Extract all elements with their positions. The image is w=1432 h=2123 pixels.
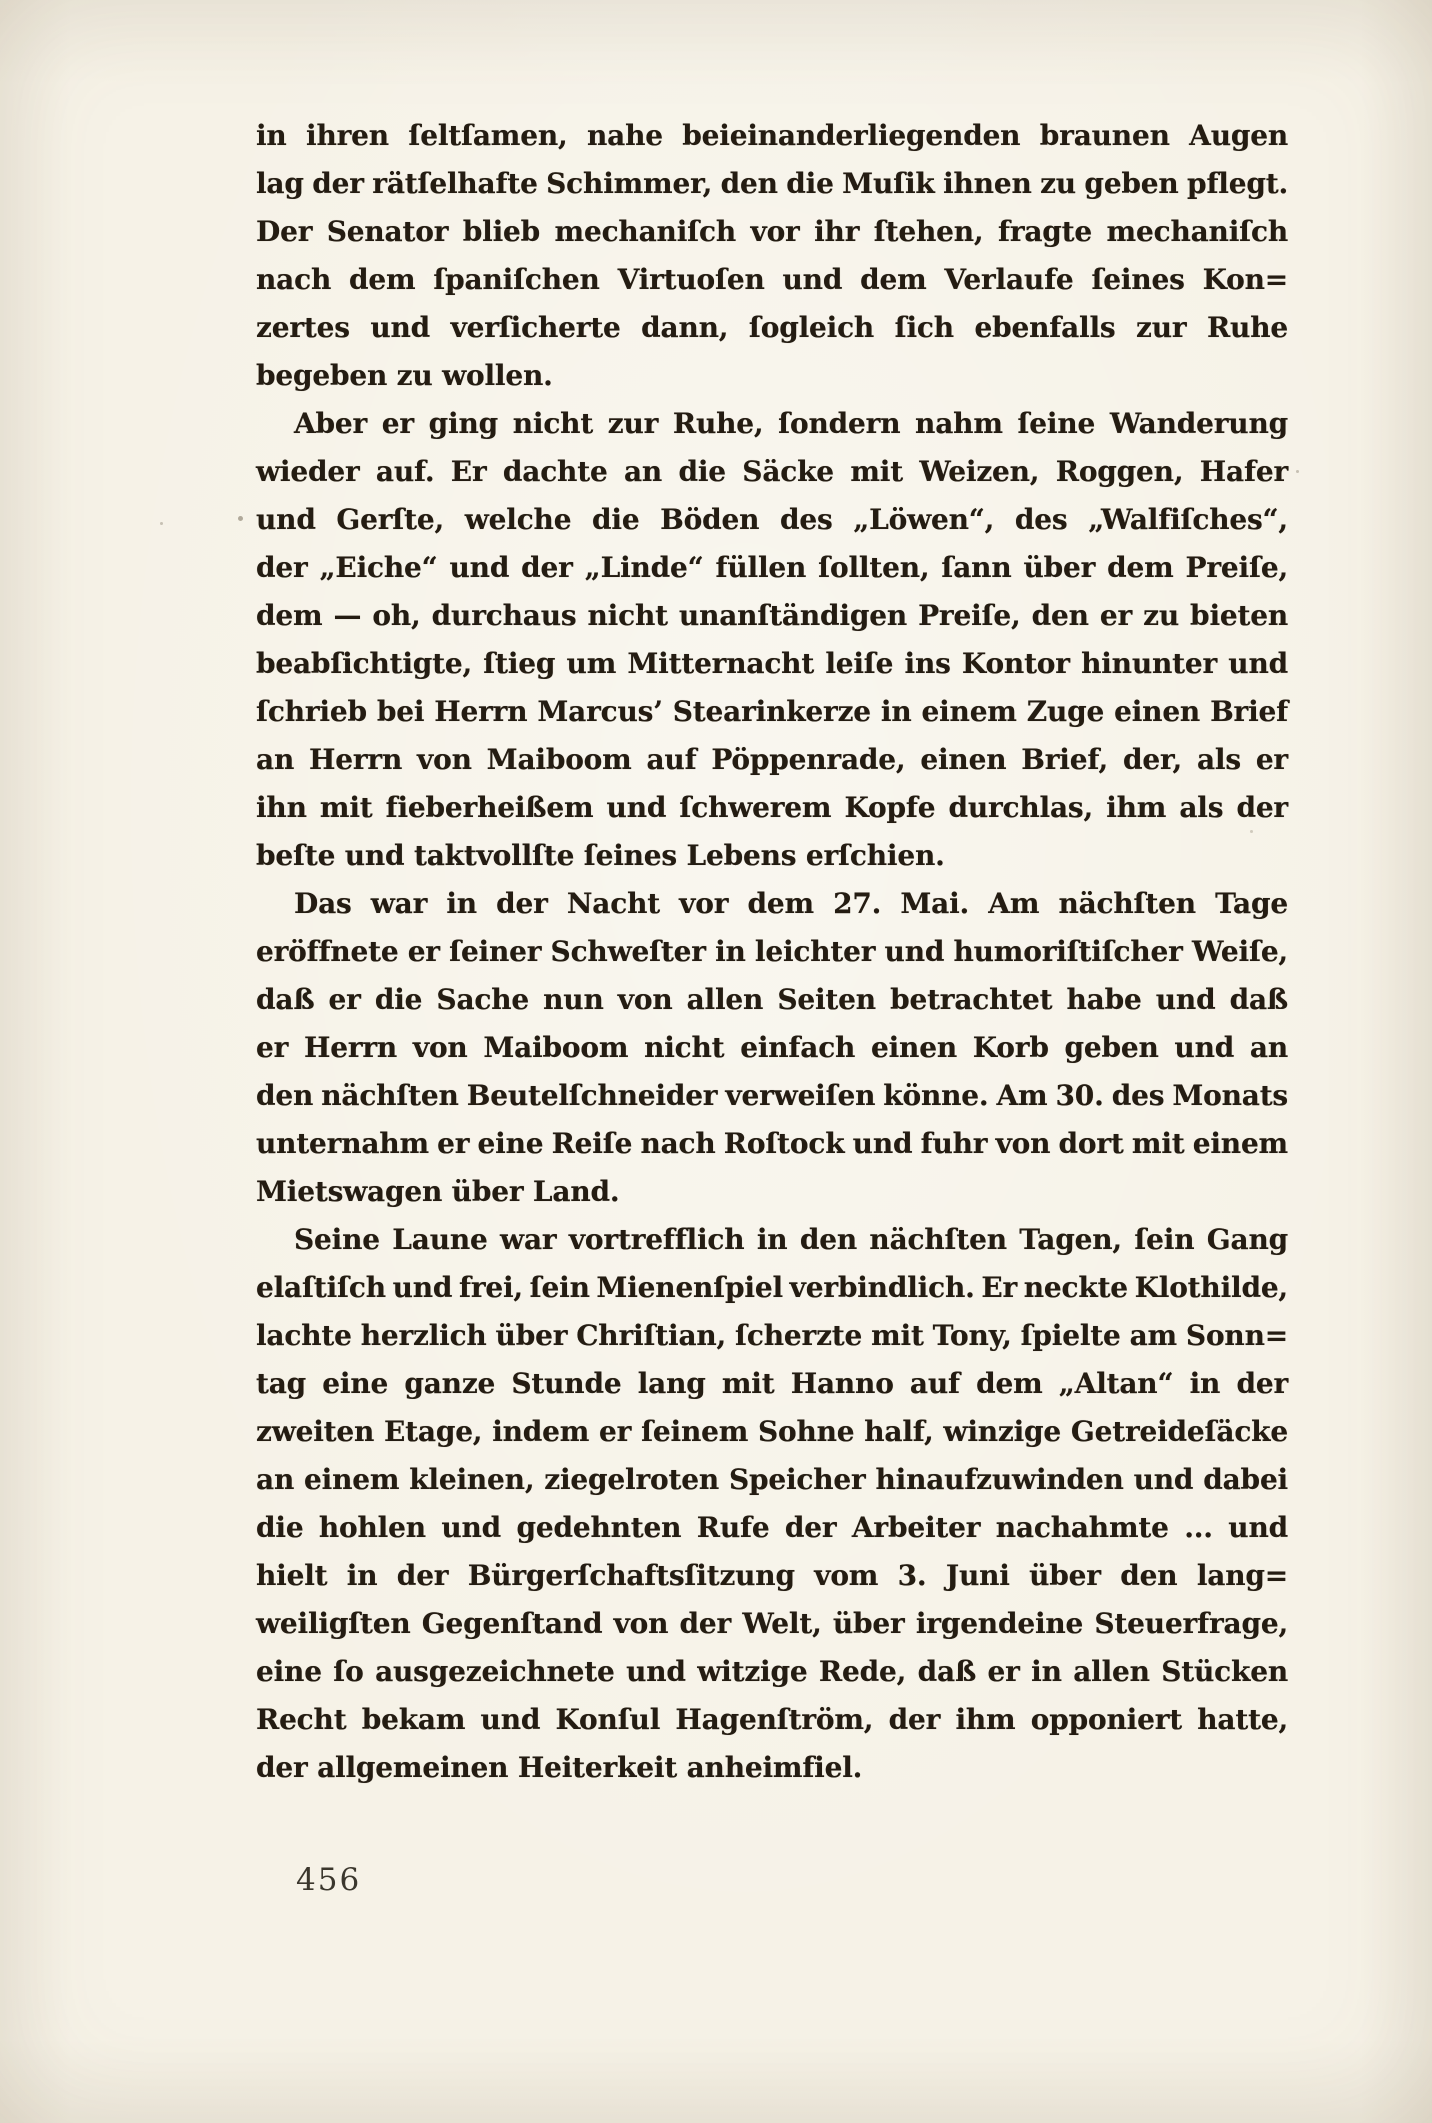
text-line: [256, 1456, 1288, 1504]
text-line-content: lag der rätſelhafte Schimmer, den die Muſik ihnen zu geben pflegt.: [256, 167, 1288, 200]
text-line-content: Seine Laune war vortrefflich in den nächſten Tagen, ſein Gang: [294, 1223, 1288, 1256]
text-line-content: zweiten Etage, indem er ſeinem Sohne half, winzige Getreideſäcke: [256, 1415, 1288, 1448]
text-line-content: beſte und taktvollſte ſeines Lebens erſchien.: [256, 839, 945, 872]
text-line-content: er Herrn von Maiboom nicht einfach einen Korb geben und an: [256, 1031, 1288, 1064]
text-line: [256, 1504, 1288, 1552]
text-line-content: den nächſten Beutelſchneider verweiſen könne. Am 30. des Monats: [256, 1079, 1288, 1112]
text-line: [256, 256, 1288, 304]
text-line: [256, 496, 1288, 544]
text-line-content: nach dem ſpaniſchen Virtuoſen und dem Verlaufe ſeines Kon=: [256, 263, 1288, 296]
text-line-content: Recht bekam und Konſul Hagenſtröm, der ihm opponiert hatte,: [256, 1703, 1288, 1736]
text-line-content: ihn mit fieberheißem und ſchwerem Kopfe durchlas, ihm als der: [256, 791, 1288, 824]
text-line: [256, 1408, 1288, 1456]
text-line-content: ſchrieb bei Herrn Marcus’ Stearinkerze in einem Zuge einen Brief: [256, 695, 1288, 728]
text-line: [256, 208, 1288, 256]
text-line: [256, 1312, 1288, 1360]
paragraph: [256, 1216, 1288, 1792]
text-line: [256, 304, 1288, 352]
text-line-content: der allgemeinen Heiterkeit anheimfiel.: [256, 1751, 863, 1784]
text-block: [256, 112, 1288, 1792]
text-line: [256, 352, 1288, 400]
text-line-content: beabſichtigte, ſtieg um Mitternacht leiſe ins Kontor hinunter und: [256, 647, 1288, 680]
text-line: [256, 784, 1288, 832]
text-line: [256, 1360, 1288, 1408]
text-line: [256, 1120, 1288, 1168]
text-line-content: die hohlen und gedehnten Rufe der Arbeiter nachahmte ... und: [256, 1511, 1288, 1544]
text-line: [256, 1552, 1288, 1600]
paragraph: [256, 880, 1288, 1216]
text-line: [256, 736, 1288, 784]
text-line: [256, 1648, 1288, 1696]
text-line: [256, 1264, 1288, 1312]
text-line-content: Das war in der Nacht vor dem 27. Mai. Am nächſten Tage: [294, 887, 1288, 920]
text-line-content: hielt in der Bürgerſchaftsſitzung vom 3. Juni über den lang=: [256, 1559, 1288, 1592]
text-line-content: der „Eiche“ und der „Linde“ füllen ſollten, ſann über dem Preiſe,: [256, 551, 1288, 584]
text-line-content: Der Senator blieb mechaniſch vor ihr ſtehen, fragte mechaniſch: [256, 215, 1288, 248]
text-line: [256, 1696, 1288, 1744]
text-line: [256, 1024, 1288, 1072]
text-line-content: unternahm er eine Reiſe nach Roſtock und fuhr von dort mit einem: [256, 1127, 1288, 1160]
page-number: 456: [296, 1862, 362, 1898]
text-line-content: eröffnete er ſeiner Schweſter in leichter und humoriſtiſcher Weiſe,: [256, 935, 1288, 968]
text-line: [256, 1168, 1288, 1216]
text-line-content: daß er die Sache nun von allen Seiten betrachtet habe und daß: [256, 983, 1288, 1016]
text-line: [256, 544, 1288, 592]
scan-speck: [1296, 470, 1299, 473]
text-line: [256, 1072, 1288, 1120]
text-line-content: Mietswagen über Land.: [256, 1175, 620, 1208]
text-line: [256, 688, 1288, 736]
text-line-content: begeben zu wollen.: [256, 359, 553, 392]
text-line-content: tag eine ganze Stunde lang mit Hanno auf dem „Altan“ in der: [256, 1367, 1288, 1400]
text-line: [256, 1600, 1288, 1648]
scan-speck: [238, 516, 243, 521]
text-line-content: lachte herzlich über Chriſtian, ſcherzte mit Tony, ſpielte am Sonn=: [256, 1319, 1288, 1352]
text-line-content: in ihren ſeltſamen, nahe beieinanderliegenden braunen Augen: [256, 119, 1288, 152]
text-line: [256, 400, 1288, 448]
text-line-content: an Herrn von Maiboom auf Pöppenrade, einen Brief, der, als er: [256, 743, 1288, 776]
text-line: [256, 592, 1288, 640]
text-line-content: eine ſo ausgezeichnete und witzige Rede, daß er in allen Stücken: [256, 1655, 1288, 1688]
paragraph: [256, 112, 1288, 400]
text-line-content: zertes und verſicherte dann, ſogleich ſich ebenfalls zur Ruhe: [256, 311, 1288, 344]
text-line-content: an einem kleinen, ziegelroten Speicher hinaufzuwinden und dabei: [256, 1463, 1288, 1496]
text-line: [256, 112, 1288, 160]
text-line: [256, 640, 1288, 688]
text-line-content: dem — oh, durchaus nicht unanſtändigen Preiſe, den er zu bieten: [256, 599, 1288, 632]
text-line: [256, 1216, 1288, 1264]
scan-speck: [160, 522, 163, 525]
text-line: [256, 928, 1288, 976]
text-line: [256, 448, 1288, 496]
text-line: [256, 1744, 1288, 1792]
text-line: [256, 880, 1288, 928]
text-line-content: wieder auf. Er dachte an die Säcke mit Weizen, Roggen, Hafer: [256, 455, 1288, 488]
text-line: [256, 832, 1288, 880]
scan-speck: [1250, 830, 1253, 833]
paragraph: [256, 400, 1288, 880]
text-line: [256, 976, 1288, 1024]
text-line-content: und Gerſte, welche die Böden des „Löwen“, des „Walfiſches“,: [256, 503, 1288, 536]
text-line: [256, 160, 1288, 208]
text-line-content: weiligſten Gegenſtand von der Welt, über irgendeine Steuerfrage,: [256, 1607, 1288, 1640]
text-line-content: elaſtiſch und frei, ſein Mienenſpiel verbindlich. Er neckte Klothilde,: [256, 1271, 1288, 1304]
text-line-content: Aber er ging nicht zur Ruhe, ſondern nahm ſeine Wanderung: [294, 407, 1288, 440]
